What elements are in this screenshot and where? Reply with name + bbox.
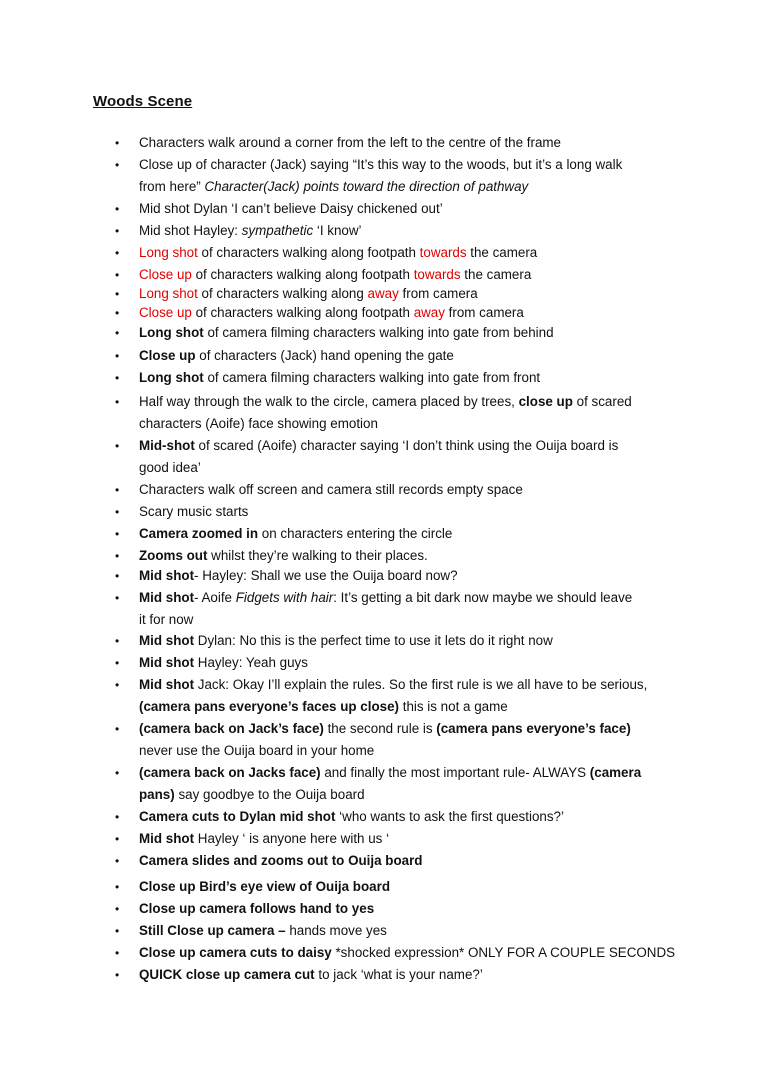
list-item [115, 942, 699, 964]
bullet-icon: • [115, 527, 120, 541]
list-item-line [139, 220, 699, 242]
text-segment: Camera cuts to Dylan mid shot [139, 809, 336, 824]
list-item-line [139, 850, 699, 872]
list-item-line [139, 652, 699, 674]
list-item [115, 806, 699, 828]
text-segment: Close up Bird’s eye view of Ouija board [139, 879, 391, 894]
list-item-line [139, 876, 699, 898]
text-segment: Close up camera follows hand to yes [139, 901, 375, 916]
text-segment: sympathetic [241, 223, 314, 238]
list-item-line [139, 587, 699, 609]
list-item-line [139, 501, 699, 523]
text-segment: Long shot [139, 325, 204, 340]
list-item [115, 545, 699, 567]
text-segment: Close up [139, 305, 192, 320]
bullet-icon: • [115, 505, 120, 519]
list-item-line [139, 718, 699, 740]
bullet-icon: • [115, 326, 120, 340]
bullet-icon: • [115, 371, 120, 385]
text-segment: (camera back on Jack’s face) [139, 721, 324, 736]
list-item [115, 850, 699, 872]
text-segment: on characters entering the circle [258, 526, 453, 541]
bullet-icon: • [115, 968, 120, 982]
list-item [115, 198, 699, 220]
list-item-line [139, 674, 699, 696]
list-item [115, 479, 699, 501]
text-segment: of scared [572, 394, 632, 409]
bullet-icon: • [115, 136, 120, 150]
text-segment: Characters walk off screen and camera still records empty space [139, 482, 523, 497]
list-item-line [139, 898, 699, 920]
list-item [115, 920, 699, 942]
list-item [115, 501, 699, 523]
bullet-icon: • [115, 832, 120, 846]
text-segment: (camera [589, 765, 642, 780]
text-segment: hands move yes [285, 923, 387, 938]
list-item [115, 345, 699, 367]
bullet-icon: • [115, 810, 120, 824]
list-item-line [139, 435, 699, 457]
text-segment: Close up camera cuts to daisy [139, 945, 332, 960]
list-item [115, 220, 699, 242]
bullet-icon: • [115, 722, 120, 736]
text-segment: Long shot [139, 245, 198, 260]
text-segment: - Aoife [194, 590, 236, 605]
text-segment: from camera [444, 305, 524, 320]
list-item-line [139, 828, 699, 850]
text-segment: to jack ‘what is your name?’ [314, 967, 483, 982]
text-segment: Close up [139, 267, 192, 282]
text-segment: towards [419, 245, 467, 260]
bullet-icon: • [115, 246, 120, 260]
list-item-line [139, 154, 699, 176]
text-segment: Mid shot [139, 677, 195, 692]
text-segment: QUICK close up camera cut [139, 967, 315, 982]
bullet-icon: • [115, 924, 120, 938]
text-segment: of characters (Jack) hand opening the gate [195, 348, 454, 363]
text-segment: Mid shot [139, 590, 195, 605]
list-item [115, 898, 699, 920]
text-segment: (camera pans everyone’s face) [436, 721, 631, 736]
page-title: Woods Scene [93, 93, 193, 110]
list-item-line [139, 479, 699, 501]
list-item-line [139, 198, 699, 220]
text-segment: the camera [460, 267, 532, 282]
text-segment: Half way through the walk to the circle, camera placed by trees, [139, 394, 519, 409]
text-segment: : It’s getting a bit dark now maybe we should leave [333, 590, 633, 605]
bullet-icon: • [115, 902, 120, 916]
list-item [115, 391, 699, 435]
text-segment: away [413, 305, 445, 320]
text-segment: (camera pans everyone’s faces up close) [139, 699, 400, 714]
bullet-icon: • [115, 591, 120, 605]
text-segment: whilst they’re walking to their places. [207, 548, 428, 563]
bullet-icon: • [115, 268, 120, 282]
text-segment: Close up of character (Jack) saying “It’s this way to the woods, but it’s a long walk [139, 157, 623, 172]
list-item [115, 565, 699, 587]
text-segment: Long shot [139, 286, 198, 301]
list-item-line [139, 740, 699, 762]
list-item [115, 876, 699, 898]
text-segment: Mid shot [139, 655, 195, 670]
list-item-line [139, 964, 699, 986]
list-item-line [139, 762, 699, 784]
list-item [115, 302, 699, 324]
list-item-line [139, 176, 699, 198]
list-item [115, 523, 699, 545]
text-segment: ‘I know’ [313, 223, 362, 238]
text-segment: the second rule is [323, 721, 437, 736]
text-segment: Mid-shot [139, 438, 195, 453]
text-segment: of camera filming characters walking into gate from front [203, 370, 541, 385]
list-item-line [139, 545, 699, 567]
list-item [115, 587, 699, 631]
text-segment: Fidgets with hair [235, 590, 334, 605]
list-item [115, 435, 699, 479]
bullet-icon: • [115, 854, 120, 868]
list-item [115, 718, 699, 762]
bullet-icon: • [115, 766, 120, 780]
text-segment: *shocked expression* ONLY FOR A COUPLE SECONDS [331, 945, 676, 960]
list-item-line [139, 457, 699, 479]
text-segment: Mid shot Hayley: [139, 223, 242, 238]
bullet-icon: • [115, 549, 120, 563]
list-item [115, 154, 699, 198]
bullet-icon: • [115, 483, 120, 497]
text-segment: away [367, 286, 399, 301]
list-item-line [139, 696, 699, 718]
text-segment: the camera [466, 245, 538, 260]
list-item [115, 367, 699, 389]
bullet-icon: • [115, 880, 120, 894]
list-item [115, 132, 699, 154]
list-item-line [139, 523, 699, 545]
text-segment: of characters walking along footpath [191, 305, 414, 320]
text-segment: pans) [139, 787, 175, 802]
text-segment: Hayley ‘ is anyone here with us ‘ [194, 831, 390, 846]
text-segment: never use the Ouija board in your home [139, 743, 375, 758]
bullet-icon: • [115, 569, 120, 583]
bullet-icon: • [115, 946, 120, 960]
list-item-line [139, 942, 699, 964]
text-segment: of characters walking along [197, 286, 368, 301]
bullet-icon: • [115, 287, 120, 301]
bullet-icon: • [115, 656, 120, 670]
list-item [115, 242, 699, 264]
text-segment: Jack: Okay I’ll explain the rules. So the first rule is we all have to be serious, [194, 677, 648, 692]
bullet-icon: • [115, 678, 120, 692]
bullet-icon: • [115, 224, 120, 238]
text-segment: - Hayley: Shall we use the Ouija board now? [194, 568, 458, 583]
text-segment: Mid shot Dylan ‘I can’t believe Daisy chickened out’ [139, 201, 443, 216]
list-item-line [139, 132, 699, 154]
list-item-line [139, 920, 699, 942]
bullet-icon: • [115, 202, 120, 216]
text-segment: and finally the most important rule- ALWAYS [320, 765, 590, 780]
list-item-line [139, 367, 699, 389]
text-segment: Camera zoomed in [139, 526, 259, 541]
text-segment: from camera [398, 286, 478, 301]
list-item-line [139, 630, 699, 652]
text-segment: Still Close up camera – [139, 923, 286, 938]
list-item [115, 630, 699, 652]
bullet-icon: • [115, 158, 120, 172]
text-segment: Hayley: Yeah guys [194, 655, 308, 670]
text-segment: Long shot [139, 370, 204, 385]
text-segment: close up [518, 394, 573, 409]
bullet-icon: • [115, 306, 120, 320]
text-segment: of camera filming characters walking into gate from behind [203, 325, 554, 340]
text-segment: say goodbye to the Ouija board [174, 787, 365, 802]
text-segment: Mid shot [139, 568, 195, 583]
text-segment: good idea’ [139, 460, 201, 475]
text-segment: Zooms out [139, 548, 208, 563]
text-segment: characters (Aoife) face showing emotion [139, 416, 378, 431]
list-item [115, 762, 699, 806]
list-item [115, 652, 699, 674]
list-item [115, 964, 699, 986]
text-segment: Camera slides and zooms out to Ouija board [139, 853, 423, 868]
list-item-line [139, 413, 699, 435]
text-segment: ‘who wants to ask the first questions?’ [335, 809, 564, 824]
text-segment: Mid shot [139, 831, 195, 846]
list-item-line [139, 242, 699, 264]
text-segment: it for now [139, 612, 194, 627]
text-segment: Dylan: No this is the perfect time to use it lets do it right now [194, 633, 553, 648]
list-item-line [139, 391, 699, 413]
text-segment: Scary music starts [139, 504, 249, 519]
text-segment: this is not a game [399, 699, 508, 714]
text-segment: of characters walking along footpath [191, 267, 414, 282]
text-segment: of characters walking along footpath [197, 245, 420, 260]
list-item-line [139, 322, 699, 344]
list-item-line [139, 302, 699, 324]
list-item-line [139, 345, 699, 367]
bullet-icon: • [115, 349, 120, 363]
text-segment: Mid shot [139, 633, 195, 648]
bullet-icon: • [115, 439, 120, 453]
text-segment: Close up [139, 348, 196, 363]
text-segment: from here” [139, 179, 205, 194]
text-segment: (camera back on Jacks face) [139, 765, 321, 780]
list-item-line [139, 806, 699, 828]
list-item-line [139, 609, 699, 631]
text-segment: of scared (Aoife) character saying ‘I don’t think using the Ouija board is [194, 438, 619, 453]
bullet-icon: • [115, 634, 120, 648]
text-segment: Characters walk around a corner from the left to the centre of the frame [139, 135, 562, 150]
list-item-line [139, 565, 699, 587]
bullet-icon: • [115, 395, 120, 409]
list-item [115, 322, 699, 344]
text-segment: Character(Jack) points toward the direction of pathway [204, 179, 529, 194]
list-item [115, 828, 699, 850]
text-segment: towards [413, 267, 461, 282]
list-item [115, 674, 699, 718]
list-item-line [139, 784, 699, 806]
